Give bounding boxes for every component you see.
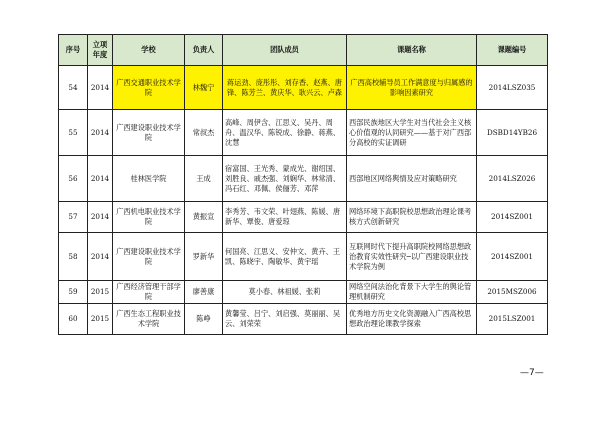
cell-code: DSBD14YB26: [477, 110, 548, 156]
cell-school: 广西生态工程职业技术学院: [113, 304, 185, 335]
cell-year: 2014: [88, 156, 113, 202]
header-cell-leader: 负责人: [185, 35, 223, 66]
table-row: [59, 233, 548, 281]
table-row: [59, 110, 548, 156]
cell-members: 莫小春、林祖媛、张莉: [223, 281, 347, 304]
header-cell-code: 课题编号: [477, 35, 548, 66]
header-cell-no: 序号: [59, 35, 88, 66]
cell-topic: 广西高校辅导员工作满意度与归属感的影响因素研究: [347, 66, 477, 110]
cell-no: 56: [59, 156, 88, 202]
cell-code: 2015LSZ001: [477, 304, 548, 335]
cell-school: 广西建设职业技术学院: [113, 110, 185, 156]
header-cell-year: 立项 年度: [88, 35, 113, 66]
table-row: [59, 156, 548, 202]
cell-code: 2014SZ001: [477, 233, 548, 281]
header-row: [59, 35, 548, 66]
cell-topic: 网络空间法治化背景下大学生的舆论管理机制研究: [347, 281, 477, 304]
cell-members: 李秀芳、韦文荣、叶翅燕、陈媛、唐新华、覃俊、唐爱琼: [223, 202, 347, 233]
header-cell-topic: 课题名称: [347, 35, 477, 66]
cell-topic: 西部地区网络舆情及应对策略研究: [347, 156, 477, 202]
cell-leader: 王成: [185, 156, 223, 202]
project-table: [58, 34, 548, 335]
cell-year: 2014: [88, 110, 113, 156]
cell-code: 2014LSZ026: [477, 156, 548, 202]
cell-leader: 常叔杰: [185, 110, 223, 156]
cell-leader: 罗新华: [185, 233, 223, 281]
cell-no: 57: [59, 202, 88, 233]
cell-members: 宿富国、王光秀、蒙成光、谢绍国、刘胜良、戚杰强、刘娴华、林常清、冯石红、邓佩、侯俪芳、邓萍: [223, 156, 347, 202]
cell-school: 桂林医学院: [113, 156, 185, 202]
cell-year: 2015: [88, 281, 113, 304]
cell-no: 58: [59, 233, 88, 281]
cell-members: 蒋运劲、庞彤彤、刘存香、赵燕、唐锋、陈芳兰、黄庆华、耿兴云、卢森: [223, 66, 347, 110]
cell-no: 60: [59, 304, 88, 335]
cell-no: 55: [59, 110, 88, 156]
cell-leader: 黄振宣: [185, 202, 223, 233]
cell-year: 2014: [88, 66, 113, 110]
cell-no: 59: [59, 281, 88, 304]
cell-members: 何国亮、江思义、安仲文、黄卉、王凯、陈晓宇、陶敏华、黄宇瑶: [223, 233, 347, 281]
cell-leader: 陈峥: [185, 304, 223, 335]
table-row: [59, 304, 548, 335]
cell-code: 2014SZ001: [477, 202, 548, 233]
header-cell-members: 团队成员: [223, 35, 347, 66]
cell-school: 广西建设职业技术学院: [113, 233, 185, 281]
cell-members: 黄馨莹、吕宁、刘启强、莫丽丽、吴云、刘荣荣: [223, 304, 347, 335]
table-row: [59, 202, 548, 233]
cell-topic: 西部民族地区大学生对当代社会主义核心价值观的认同研究——基于对广西部分高校的实证调研: [347, 110, 477, 156]
cell-members: 高峰、周伊含、江思义、吴丹、周舟、温汉华、陈锐成、徐静、蒋燕、沈慧: [223, 110, 347, 156]
cell-leader: 林魏宁: [185, 66, 223, 110]
cell-no: 54: [59, 66, 88, 110]
cell-code: 2015MSZ006: [477, 281, 548, 304]
cell-school: 广西机电职业技术学院: [113, 202, 185, 233]
cell-year: 2015: [88, 304, 113, 335]
cell-school: 广西经济管理干部学院: [113, 281, 185, 304]
cell-topic: 互联网时代下提升高职院校网络思想政治教育实效性研究─以广西建设职业技术学院为例: [347, 233, 477, 281]
table-row: [59, 281, 548, 304]
cell-year: 2014: [88, 233, 113, 281]
cell-code: 2014LSZ035: [477, 66, 548, 110]
page-number: —7—: [520, 368, 544, 378]
cell-school: 广西交通职业技术学院: [113, 66, 185, 110]
cell-year: 2014: [88, 202, 113, 233]
cell-topic: 网络环境下高职院校思想政治理论课考核方式创新研究: [347, 202, 477, 233]
cell-leader: 廖善康: [185, 281, 223, 304]
header-cell-school: 学校: [113, 35, 185, 66]
cell-topic: 优秀地方历史文化资源融入广西高校思想政治理论课教学探索: [347, 304, 477, 335]
table-row: [59, 66, 548, 110]
